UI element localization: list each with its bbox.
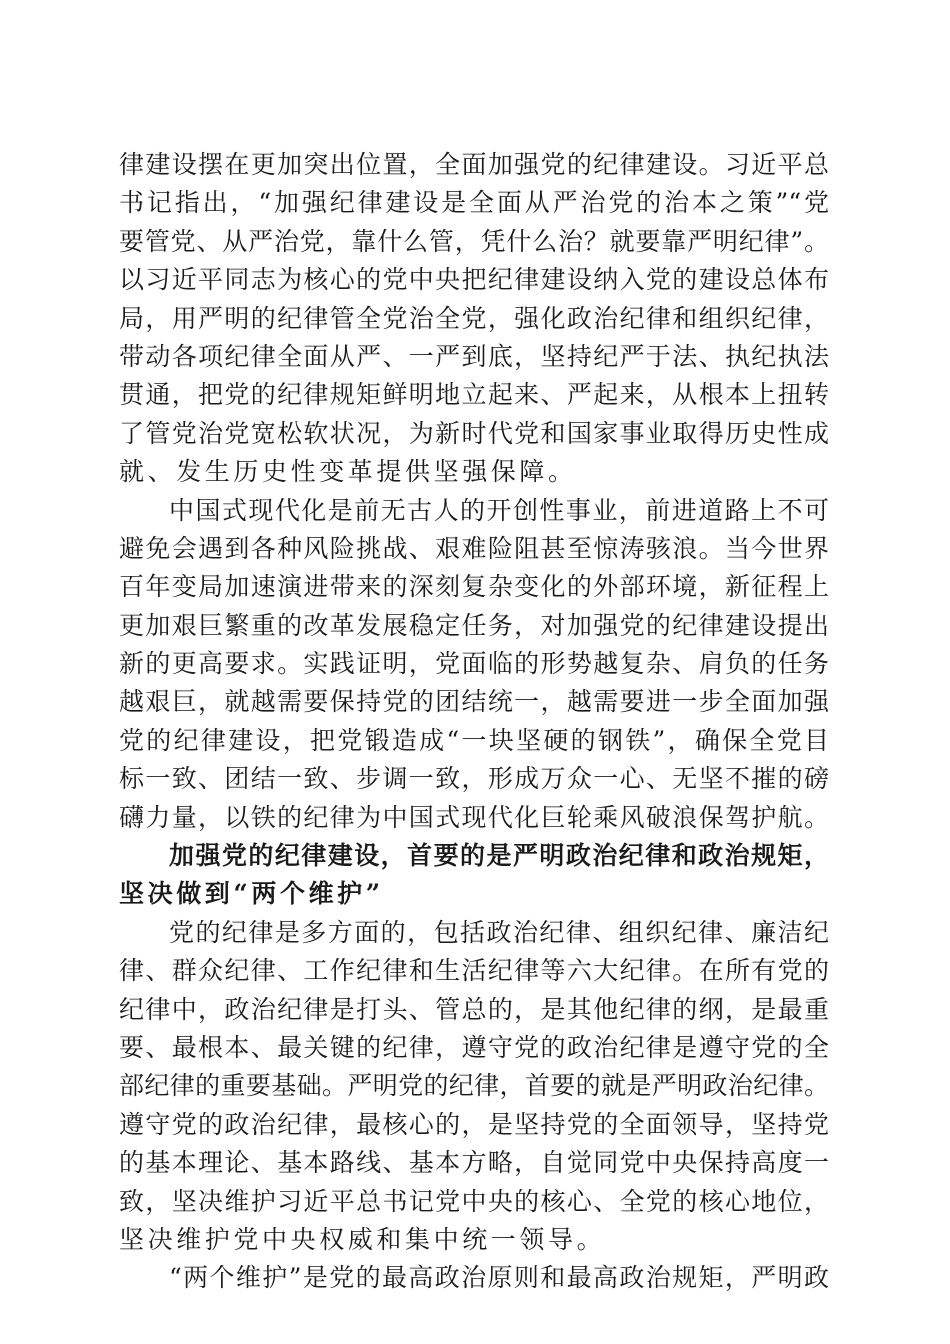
body-line: 带动各项纪律全面从严、一严到底，坚持纪严于法、执纪执法 bbox=[119, 341, 829, 371]
body-line: 新的更高要求。实践证明，党面临的形势越复杂、肩负的任务 bbox=[119, 649, 829, 679]
body-line: 礴力量，以铁的纪律为中国式现代化巨轮乘风破浪保驾护航。 bbox=[119, 802, 829, 832]
body-line: 部纪律的重要基础。严明党的纪律，首要的就是严明政治纪律。 bbox=[119, 1071, 829, 1101]
document-body bbox=[119, 146, 829, 1298]
body-line: 百年变局加速演进带来的深刻复杂变化的外部环境，新征程上 bbox=[119, 572, 829, 602]
body-line: 以习近平同志为核心的党中央把纪律建设纳入党的建设总体布 bbox=[119, 265, 829, 295]
body-line: 要管党、从严治党，靠什么管，凭什么治？就要靠严明纪律”。 bbox=[119, 226, 829, 256]
body-line: 贯通，把党的纪律规矩鲜明地立起来、严起来，从根本上扭转 bbox=[119, 380, 829, 410]
body-line: 律、群众纪律、工作纪律和生活纪律等六大纪律。在所有党的 bbox=[119, 956, 829, 986]
section-heading: 加强党的纪律建设，首要的是严明政治纪律和政治规矩， bbox=[169, 841, 829, 871]
body-line: 越艰巨，就越需要保持党的团结统一，越需要进一步全面加强 bbox=[119, 687, 829, 717]
body-line: 遵守党的政治纪律，最核心的，是坚持党的全面领导，坚持党 bbox=[119, 1109, 829, 1139]
body-line: 致，坚决维护习近平总书记党中央的核心、全党的核心地位， bbox=[119, 1186, 829, 1216]
section-heading: 坚决做到“两个维护” bbox=[119, 879, 384, 909]
body-line: 标一致、团结一致、步调一致，形成万众一心、无坚不摧的磅 bbox=[119, 764, 829, 794]
body-line: 坚决维护党中央权威和集中统一领导。 bbox=[119, 1224, 606, 1254]
body-line: 局，用严明的纪律管全党治全党，强化政治纪律和组织纪律， bbox=[119, 303, 829, 333]
body-line: 的基本理论、基本路线、基本方略，自觉同党中央保持高度一 bbox=[119, 1148, 829, 1178]
body-line: 律建设摆在更加突出位置，全面加强党的纪律建设。习近平总 bbox=[119, 150, 829, 179]
body-line: 中国式现代化是前无古人的开创性事业，前进道路上不可 bbox=[169, 495, 829, 525]
body-line: 要、最根本、最关键的纪律，遵守党的政治纪律是遵守党的全 bbox=[119, 1032, 829, 1062]
body-line: 更加艰巨繁重的改革发展稳定任务，对加强党的纪律建设提出 bbox=[119, 610, 829, 640]
body-line: 就、发生历史性变革提供坚强保障。 bbox=[119, 457, 577, 487]
body-line: 避免会遇到各种风险挑战、艰难险阻甚至惊涛骇浪。当今世界 bbox=[119, 533, 829, 563]
body-line: 党的纪律建设，把党锻造成“一块坚硬的钢铁”，确保全党目 bbox=[119, 725, 829, 755]
body-line: “两个维护”是党的最高政治原则和最高政治规矩，严明政 bbox=[169, 1263, 829, 1293]
body-line: 党的纪律是多方面的，包括政治纪律、组织纪律、廉洁纪 bbox=[169, 917, 829, 947]
body-line: 书记指出，“加强纪律建设是全面从严治党的治本之策”“党 bbox=[119, 188, 829, 218]
body-line: 纪律中，政治纪律是打头、管总的，是其他纪律的纲，是最重 bbox=[119, 994, 829, 1024]
body-line: 了管党治党宽松软状况，为新时代党和国家事业取得历史性成 bbox=[119, 418, 829, 448]
